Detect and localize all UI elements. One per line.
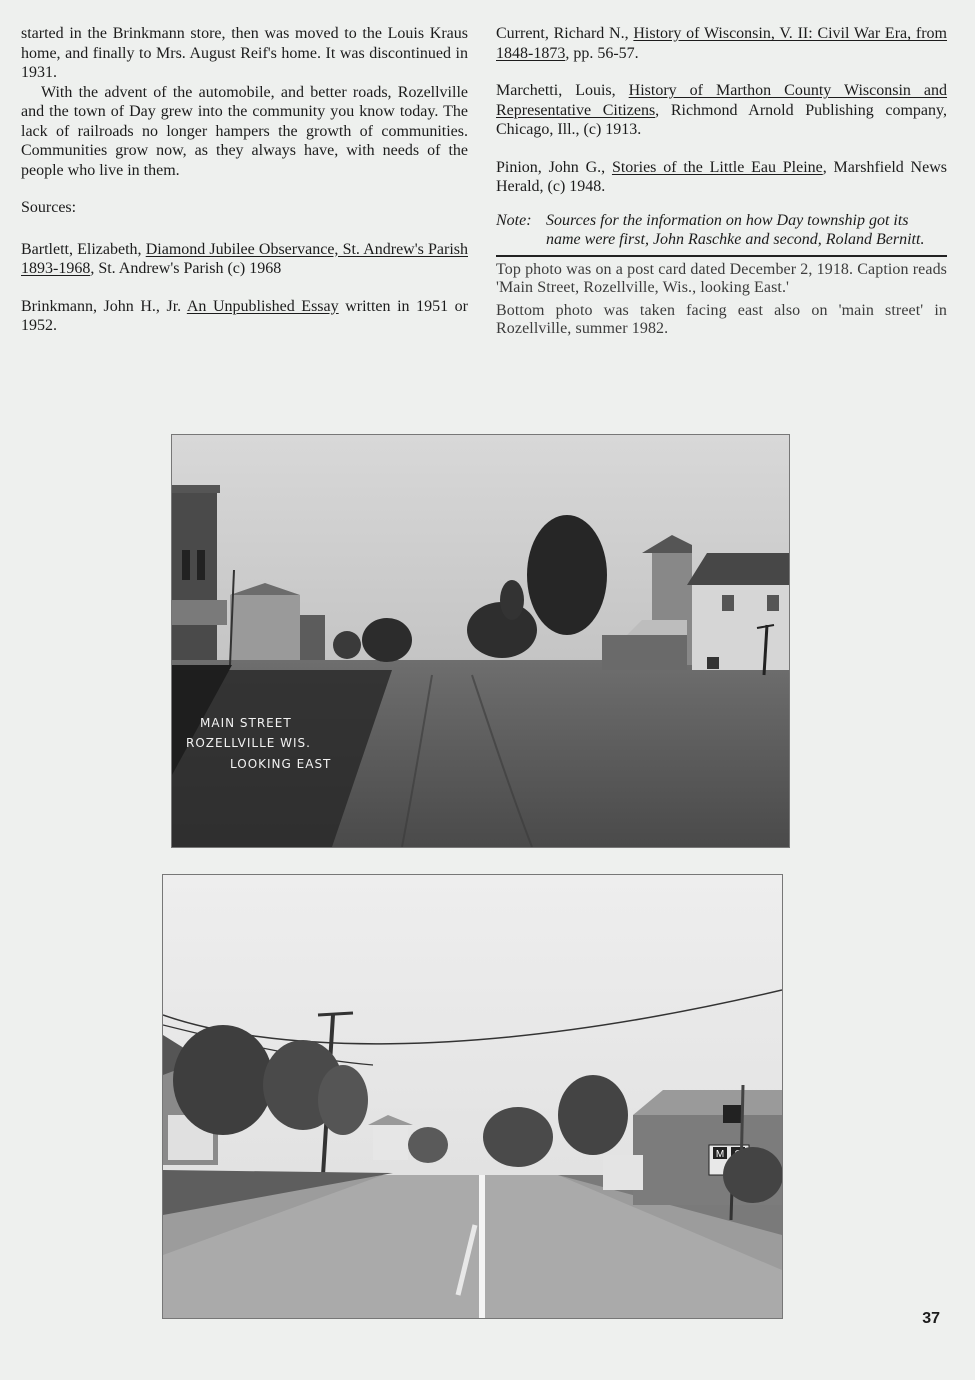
source-author: Pinion, John G., [496,158,612,176]
source-entry-marchetti [496,81,947,140]
source-author: Bartlett, Elizabeth, [21,240,146,258]
photo-main-street-1918 [172,435,789,847]
source-entry-brinkmann [21,297,468,336]
source-publisher: , pp. 56-57. [565,44,639,62]
paragraph-continuation: started in the Brinkmann store, then was moved to the Louis Kraus home, and finally to Mrs. August Reif's home. It was discontinued in 1931. [21,25,468,81]
page-number: 37 [922,1310,940,1327]
source-title: Diamond Jubilee Observance, St. Andrew's Parish 1893-1968 [21,240,468,277]
sources-note [496,211,947,257]
handwritten-line-2: ROZELLVILLE WIS. [186,736,311,750]
photo-main-street-1982 [163,875,782,1318]
source-entry-current [496,24,947,63]
sign-letter-m: M [715,1149,725,1160]
source-entry-bartlett [21,240,468,279]
source-publisher: , St. Andrew's Parish (c) 1968 [90,260,282,277]
caption-bottom-photo: Bottom photo was taken facing east also on 'main street' in Rozellville, summer 1982. [496,301,947,337]
source-author: Marchetti, Louis, [496,82,629,99]
right-column [496,24,947,339]
source-publisher: , Marshfield News Herald, (c) 1948. [496,158,947,195]
source-author: Brinkmann, John H., Jr. [21,297,187,315]
handwritten-line-1: MAIN STREET [200,716,292,730]
note-text: Sources for the information on how Day township got its name were first, John Raschke and second, Roland Bernitt. [546,211,925,248]
source-title: History of Wisconsin, V. II: Civil War Era, from 1848-1873 [496,25,948,62]
note-label: Note: [496,211,532,229]
photo-1982-image [163,875,782,1318]
paragraph-automobile: With the advent of the automobile, and better roads, Rozellville and the town of Day grew into the community you know today. The lack of railroads no longer hampers the growth of communities. Communities grow now, as they always have, with needs of the people who live in them. [21,83,468,179]
source-title: History of Marthon County Wisconsin and Representative Citizens [496,82,948,119]
source-title: An Unpublished Essay [186,297,339,315]
source-author: Current, Richard N., [496,25,634,42]
source-publisher: written in 1951 or 1952. [21,297,469,334]
caption-top-photo: Top photo was on a post card dated December 2, 1918. Caption reads 'Main Street, Rozellville, Wis., looking East.' [496,260,947,296]
source-entry-pinion [496,158,947,197]
photo-1918-image [172,435,789,847]
source-publisher: , Richmond Arnold Publishing company, Chicago, Ill., (c) 1913. [496,101,947,138]
left-column [21,24,468,336]
sources-heading: Sources: [21,199,77,216]
source-title: Stories of the Little Eau Pleine [611,158,823,176]
handwritten-line-3: LOOKING EAST [230,757,332,771]
